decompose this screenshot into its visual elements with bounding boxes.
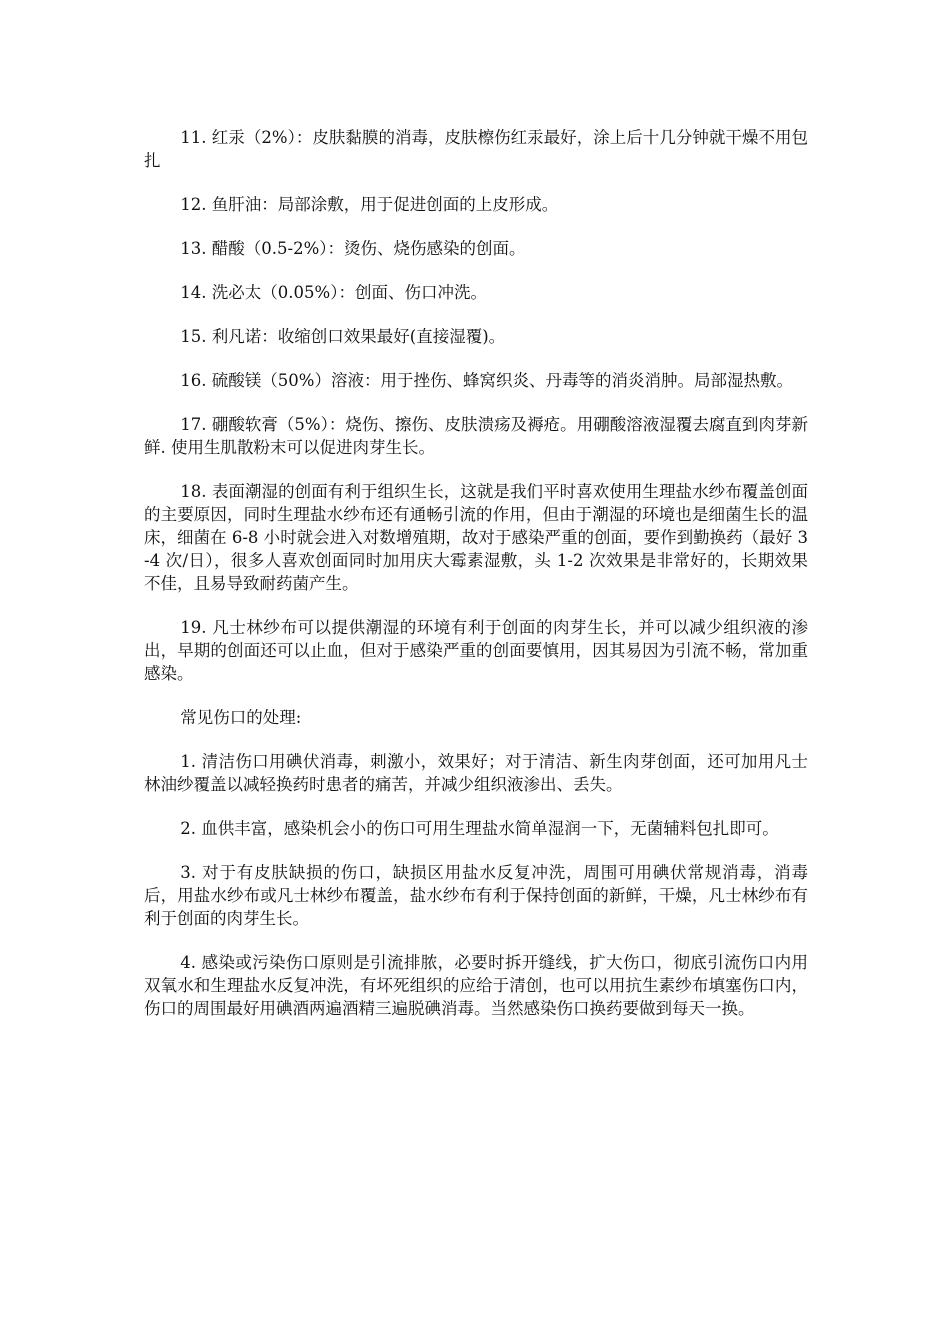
item-13-paragraph: 13. 醋酸（0.5-2%）：烫伤、烧伤感染的创面。	[180, 239, 526, 258]
item-18-paragraph: 18. 表面潮湿的创面有利于组织生长，这就是我们平时喜欢使用生理盐水纱布覆盖创面的主要原因，同时生理盐水纱布还有通畅引流的作用，但由于潮湿的环境也是细菌生长的温床，细菌在 6-8 小时就会进入对数增殖期，故对于感染严重的创面，要作到勤换药（最好 3-4 次/日），很多人喜欢创面同时加用庆大霉素湿敷，头 1-2 次效果是非常好的，长期效果不佳，且易导致耐药菌产生。	[144, 482, 808, 593]
section-heading: 常见伤口的处理:	[180, 708, 302, 727]
document-body	[144, 126, 808, 1041]
wound-item-1-paragraph: 1. 清洁伤口用碘伏消毒，刺激小，效果好；对于清洁、新生肉芽创面，还可加用凡士林油纱覆盖以减轻换药时患者的痛苦，并减少组织液渗出、丢失。	[144, 752, 808, 794]
wound-item-4-paragraph: 4. 感染或污染伤口原则是引流排脓，必要时拆开缝线，扩大伤口，彻底引流伤口内用双氧水和生理盐水反复冲洗，有坏死组织的应给于清创，也可以用抗生素纱布填塞伤口内，伤口的周围最好用碘酒两遍酒精三遍脱碘消毒。当然感染伤口换药要做到每天一换。	[144, 953, 808, 1018]
wound-item-3-paragraph: 3. 对于有皮肤缺损的伤口，缺损区用盐水反复冲洗，周围可用碘伏常规消毒，消毒后，用盐水纱布或凡士林纱布覆盖，盐水纱布有利于保持创面的新鲜，干燥，凡士林纱布有利于创面的肉芽生长。	[144, 863, 808, 928]
item-16-paragraph: 16. 硫酸镁（50%）溶液：用于挫伤、蜂窝织炎、丹毒等的消炎消肿。局部湿热敷。	[180, 371, 793, 390]
item-19-paragraph: 19. 凡士林纱布可以提供潮湿的环境有利于创面的肉芽生长，并可以减少组织液的渗出，早期的创面还可以止血，但对于感染严重的创面要慎用，因其易因为引流不畅，常加重感染。	[144, 618, 808, 683]
item-12-paragraph: 12. 鱼肝油：局部涂敷，用于促进创面的上皮形成。	[180, 195, 559, 214]
item-15-paragraph: 15. 利凡诺：收缩创口效果最好(直接湿覆)。	[180, 327, 506, 346]
item-11-paragraph: 11. 红汞（2%）：皮肤黏膜的消毒，皮肤檫伤红汞最好，涂上后十几分钟就干燥不用包扎	[144, 128, 808, 170]
wound-item-2-paragraph: 2. 血供丰富，感染机会小的伤口可用生理盐水简单湿润一下，无菌辅料包扎即可。	[180, 819, 779, 838]
item-17-paragraph: 17. 硼酸软膏（5%）：烧伤、擦伤、皮肤溃疡及褥疮。用硼酸溶液湿覆去腐直到肉芽新鲜. 使用生肌散粉末可以促进肉芽生长。	[144, 415, 808, 457]
item-14-paragraph: 14. 洗必太（0.05%）：创面、伤口冲洗。	[180, 283, 487, 302]
